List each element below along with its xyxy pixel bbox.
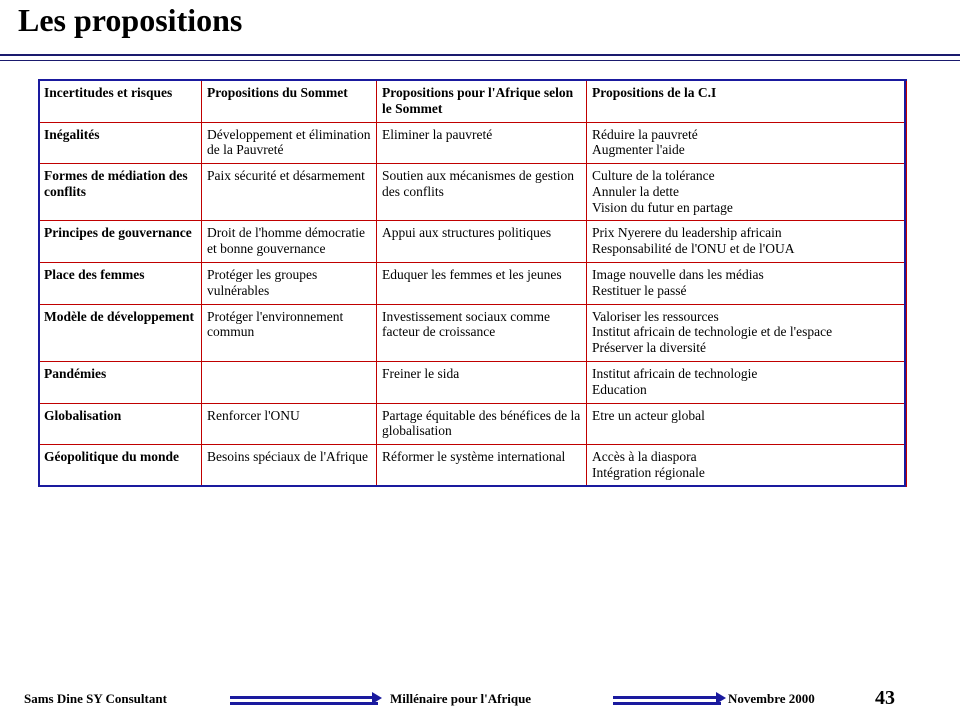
- page-title: Les propositions: [18, 2, 243, 38]
- cell-propositions-ci: Etre un acteur global: [587, 403, 907, 445]
- cell-propositions-sommet: Paix sécurité et désarmement: [202, 164, 377, 221]
- table-row: [39, 221, 907, 263]
- footer-subject: Millénaire pour l'Afrique: [390, 691, 532, 706]
- cell-propositions-sommet: Droit de l'homme démocratie et bonne gouvernance: [202, 221, 377, 263]
- table-row: [39, 164, 907, 221]
- footer-rule-right: [613, 696, 721, 705]
- title-divider-secondary: [0, 60, 960, 61]
- cell-propositions-afrique: Eduquer les femmes et les jeunes: [377, 263, 587, 305]
- table-row: [39, 445, 907, 487]
- row-label: Formes de médiation des conflits: [39, 164, 202, 221]
- footer-author: Sams Dine SY Consultant: [24, 691, 167, 706]
- table-header-row: [39, 80, 907, 122]
- cell-propositions-afrique: Réformer le système international: [377, 445, 587, 487]
- title-divider: [0, 54, 960, 56]
- arrow-right-icon: [372, 692, 382, 704]
- table-row: [39, 304, 907, 361]
- row-label: Pandémies: [39, 361, 202, 403]
- row-label: Modèle de développement: [39, 304, 202, 361]
- cell-propositions-sommet: Besoins spéciaux de l'Afrique: [202, 445, 377, 487]
- cell-propositions-afrique: Eliminer la pauvreté: [377, 122, 587, 164]
- column-header-propositions-afrique: Propositions pour l'Afrique selon le Sommet: [377, 80, 587, 122]
- cell-propositions-ci: Réduire la pauvreté Augmenter l'aide: [587, 122, 907, 164]
- row-label: Géopolitique du monde: [39, 445, 202, 487]
- cell-propositions-sommet: Renforcer l'ONU: [202, 403, 377, 445]
- cell-propositions-sommet: [202, 361, 377, 403]
- cell-propositions-ci: Prix Nyerere du leadership africain Responsabilité de l'ONU et de l'OUA: [587, 221, 907, 263]
- row-label: Principes de gouvernance: [39, 221, 202, 263]
- slide-footer: [0, 686, 960, 720]
- cell-propositions-sommet: Protéger l'environnement commun: [202, 304, 377, 361]
- cell-propositions-ci: Accès à la diaspora Intégration régionale: [587, 445, 907, 487]
- table-row: [39, 403, 907, 445]
- footer-rule-left: [230, 696, 378, 705]
- table-row: [39, 122, 907, 164]
- row-label: Globalisation: [39, 403, 202, 445]
- cell-propositions-sommet: Développement et élimination de la Pauvreté: [202, 122, 377, 164]
- page-number: 43: [875, 687, 895, 709]
- column-header-propositions-ci: Propositions de la C.I: [587, 80, 907, 122]
- footer-date: Novembre 2000: [728, 691, 815, 706]
- cell-propositions-sommet: Protéger les groupes vulnérables: [202, 263, 377, 305]
- row-label: Place des femmes: [39, 263, 202, 305]
- column-header-risques: Incertitudes et risques: [39, 80, 202, 122]
- propositions-table-container: [38, 79, 906, 487]
- cell-propositions-ci: Image nouvelle dans les médias Restituer le passé: [587, 263, 907, 305]
- cell-propositions-afrique: Appui aux structures politiques: [377, 221, 587, 263]
- row-label: Inégalités: [39, 122, 202, 164]
- cell-propositions-ci: Culture de la tolérance Annuler la dette Vision du futur en partage: [587, 164, 907, 221]
- cell-propositions-ci: Institut africain de technologie Education: [587, 361, 907, 403]
- cell-propositions-afrique: Soutien aux mécanismes de gestion des conflits: [377, 164, 587, 221]
- cell-propositions-afrique: Freiner le sida: [377, 361, 587, 403]
- column-header-propositions-sommet: Propositions du Sommet: [202, 80, 377, 122]
- cell-propositions-afrique: Partage équitable des bénéfices de la globalisation: [377, 403, 587, 445]
- cell-propositions-afrique: Investissement sociaux comme facteur de croissance: [377, 304, 587, 361]
- arrow-right-icon: [716, 692, 726, 704]
- cell-propositions-ci: Valoriser les ressources Institut africain de technologie et de l'espace Préserver la diversité: [587, 304, 907, 361]
- table-row: [39, 263, 907, 305]
- table-row: [39, 361, 907, 403]
- propositions-table: [38, 79, 907, 487]
